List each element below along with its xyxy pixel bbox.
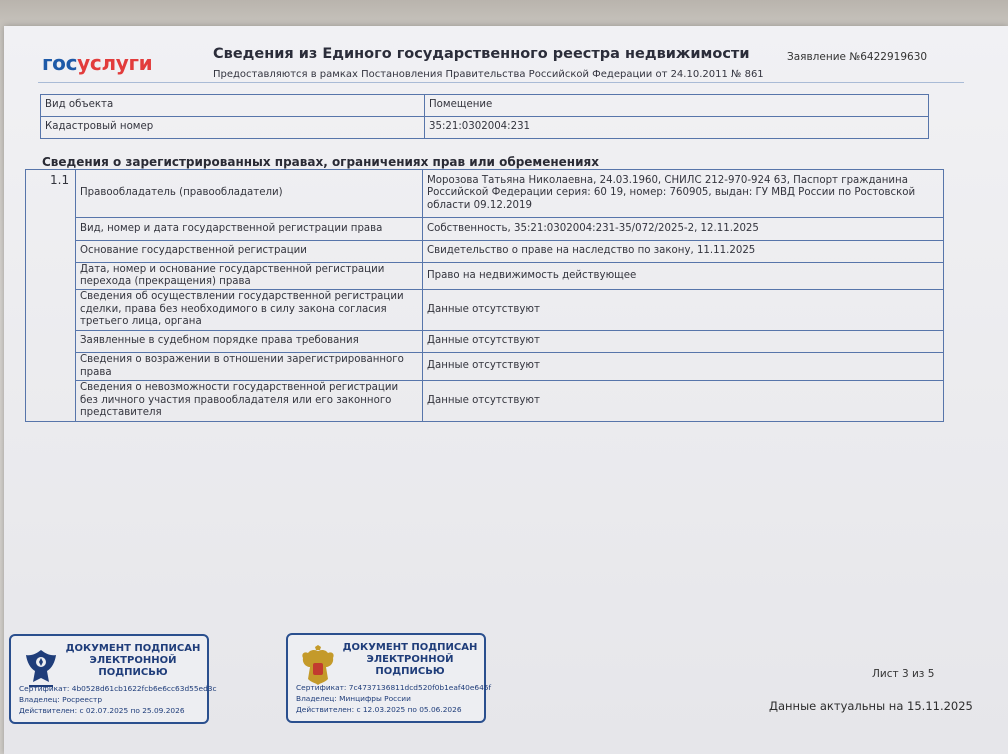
stamp-title: ДОКУМЕНТ ПОДПИСАН ЭЛЕКТРОННОЙ ПОДПИСЬЮ (342, 642, 478, 677)
table-row (41, 117, 929, 139)
table-row (26, 353, 944, 381)
rights-row-label: Вид, номер и дата государственной регистрации права (76, 218, 423, 241)
rights-row-label: Сведения о невозможности государственной регистрации без личного участия правообладателя или его законного представителя (76, 381, 423, 422)
object-type-value: Помещение (425, 95, 929, 117)
rights-row-value: Данные отсутствуют (423, 353, 944, 381)
document-sheet (4, 26, 1008, 754)
cadastral-number-label: Кадастровый номер (41, 117, 425, 139)
rights-row-value: Собственность, 35:21:0302004:231-35/072/2025-2, 12.11.2025 (423, 218, 944, 241)
rights-row-value: Данные отсутствуют (423, 290, 944, 331)
rights-row-value: Морозова Татьяна Николаевна, 24.03.1960, СНИЛС 212-970-924 63, Паспорт гражданина Российской Федерации серия: 60 19, номер: 760905, выдан: ГУ МВД России по Ростовской области 09.12.2019 (423, 170, 944, 218)
stamp-owner: Владелец: Росреестр (19, 695, 103, 704)
rights-row-label: Сведения о возражении в отношении зарегистрированного права (76, 353, 423, 381)
stamp-validity: Действителен: с 02.07.2025 по 25.09.2026 (19, 706, 185, 715)
document-title: Сведения из Единого государственного реестра недвижимости (213, 46, 750, 62)
cadastral-number-value: 35:21:0302004:231 (425, 117, 929, 139)
document-subtitle: Предоставляются в рамках Постановления Правительства Российской Федерации от 24.10.2011 № 861 (213, 69, 764, 80)
table-row (26, 241, 944, 263)
table-row (26, 218, 944, 241)
signature-stamp-rosreestr (9, 634, 217, 724)
signature-stamp-mintsifry (286, 633, 492, 723)
rights-row-label: Правообладатель (правообладатели) (76, 170, 423, 218)
table-row (26, 170, 944, 218)
entry-number: 1.1 (26, 170, 76, 422)
rights-section-heading: Сведения о зарегистрированных правах, ограничениях прав или обременениях (42, 155, 599, 169)
stamp-certificate: Сертификат: 4b0528d61cb1622fcb6e6cc63d55ed3c (19, 684, 217, 693)
rights-row-label: Заявленные в судебном порядке права требования (76, 331, 423, 353)
table-row (26, 263, 944, 290)
object-table (40, 94, 929, 139)
rights-row-value: Данные отсутствуют (423, 381, 944, 422)
data-actual-date: Данные актуальны на 15.11.2025 (769, 699, 973, 713)
rights-row-label: Сведения об осуществлении государственной регистрации сделки, права без необходимого в силу закона согласия третьего лица, органа (76, 290, 423, 331)
table-row (26, 331, 944, 353)
object-type-label: Вид объекта (41, 95, 425, 117)
table-row (26, 381, 944, 422)
rights-row-label: Основание государственной регистрации (76, 241, 423, 263)
stamp-validity: Действителен: с 12.03.2025 по 05.06.2026 (296, 705, 462, 714)
stamp-owner: Владелец: Минцифры России (296, 694, 411, 703)
rights-row-value: Право на недвижимость действующее (423, 263, 944, 290)
rights-row-value: Данные отсутствуют (423, 331, 944, 353)
header-divider (38, 82, 964, 83)
rights-row-label: Дата, номер и основание государственной регистрации перехода (прекращения) права (76, 263, 423, 290)
table-row (41, 95, 929, 117)
table-row (26, 290, 944, 331)
sheet-number: Лист 3 из 5 (872, 668, 935, 680)
stamp-title: ДОКУМЕНТ ПОДПИСАН ЭЛЕКТРОННОЙ ПОДПИСЬЮ (65, 643, 201, 678)
gosuslugi-logo: госуслуги (42, 51, 153, 75)
rights-table (25, 169, 944, 422)
application-number: Заявление №6422919630 (787, 51, 928, 63)
stamp-certificate: Сертификат: 7c4737136811dcd520f0b1eaf40e645f (296, 683, 492, 692)
rights-row-value: Свидетельство о праве на наследство по закону, 11.11.2025 (423, 241, 944, 263)
